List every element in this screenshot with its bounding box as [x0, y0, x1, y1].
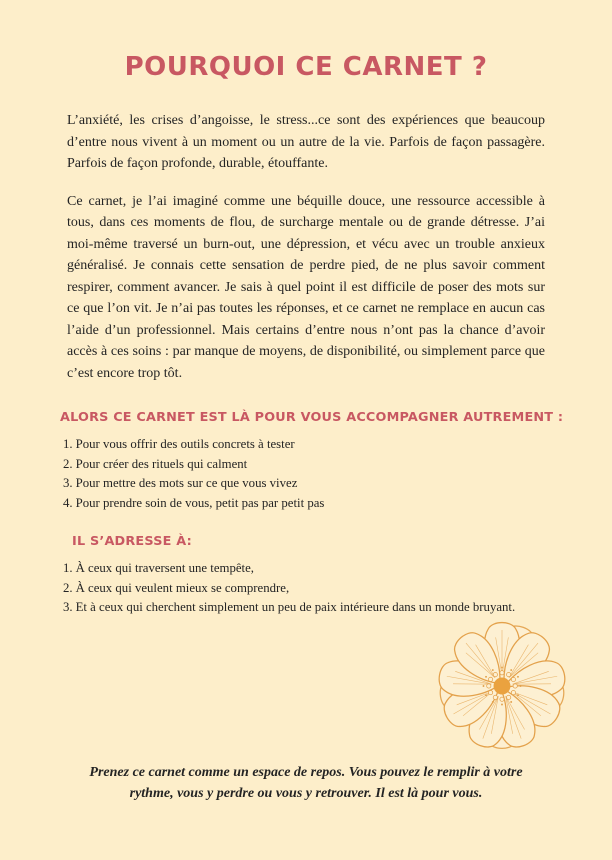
list-item-text: À ceux qui veulent mieux se comprendre,	[75, 580, 290, 595]
author-story-paragraph: Ce carnet, je l’ai imaginé comme une béquille douce, une ressource accessible à tous, dans ces moments de flou, de surcharge mentale ou de grande détresse. J’ai moi-même traversé un burn-out, une dépression, et vécu avec un trouble anxieux généralisé. Je connais cette sensation de perdre pied, de ne plus savoir comment respirer, comment avancer. Je sais à quel point il est difficile de poser des mots sur ce que l’on vit. Je n’ai pas toutes les réponses, et ce carnet ne remplace en aucun cas l’aide d’un professionnel. Mais certains d’entre nous n’ont pas la chance d’avoir accès à ces soins : par manque de moyens, de disponibilité, ou simplement parce que c’est encore trop tôt.	[67, 193, 545, 381]
list-item	[63, 494, 545, 514]
flower-icon	[428, 612, 576, 760]
list-item-text: Pour créer des rituels qui calment	[75, 456, 248, 471]
accompagner-list	[63, 435, 545, 513]
list-number: 2.	[63, 456, 73, 471]
closing-note: Prenez ce carnet comme un espace de repos. Vous pouvez le remplir à votre rythme, vous y perdre ou vous y retrouver. Il est là pour vous.	[89, 765, 523, 801]
list-item-text: Pour prendre soin de vous, petit pas par petit pas	[75, 495, 325, 510]
list-number: 3.	[63, 600, 73, 614]
intro-paragraph: L’anxiété, les crises d’angoisse, le stress...ce sont des expériences que beaucoup d’entre nous vivent à un moment ou un autre de la vie. Parfois de façon passagère. Parfois de façon profonde, durable, étouffante.	[67, 113, 545, 171]
section-heading-accompagner: ALORS CE CARNET EST LÀ POUR VOUS ACCOMPAGNER AUTREMENT :	[60, 410, 564, 425]
list-number: 2.	[63, 580, 73, 595]
list-item	[63, 579, 545, 599]
list-item-text: Pour vous offrir des outils concrets à tester	[75, 437, 295, 451]
list-item	[63, 435, 545, 455]
list-item-text: Et à ceux qui cherchent simplement un peu de paix intérieure dans un monde bruyant.	[75, 600, 516, 614]
page-content	[0, 110, 612, 618]
list-number: 4.	[63, 495, 73, 510]
list-item-text: À ceux qui traversent une tempête,	[75, 561, 254, 575]
list-item	[63, 474, 545, 494]
adresse-list	[63, 559, 545, 618]
section-heading-adresse: IL S’ADRESSE À:	[72, 534, 192, 549]
list-number: 1.	[63, 561, 73, 575]
list-number: 3.	[63, 476, 73, 490]
page-title: POURQUOI CE CARNET ?	[124, 52, 488, 82]
list-item	[63, 559, 545, 579]
list-item-text: Pour mettre des mots sur ce que vous vivez	[75, 476, 298, 490]
list-item	[63, 455, 545, 475]
list-number: 1.	[63, 437, 73, 451]
